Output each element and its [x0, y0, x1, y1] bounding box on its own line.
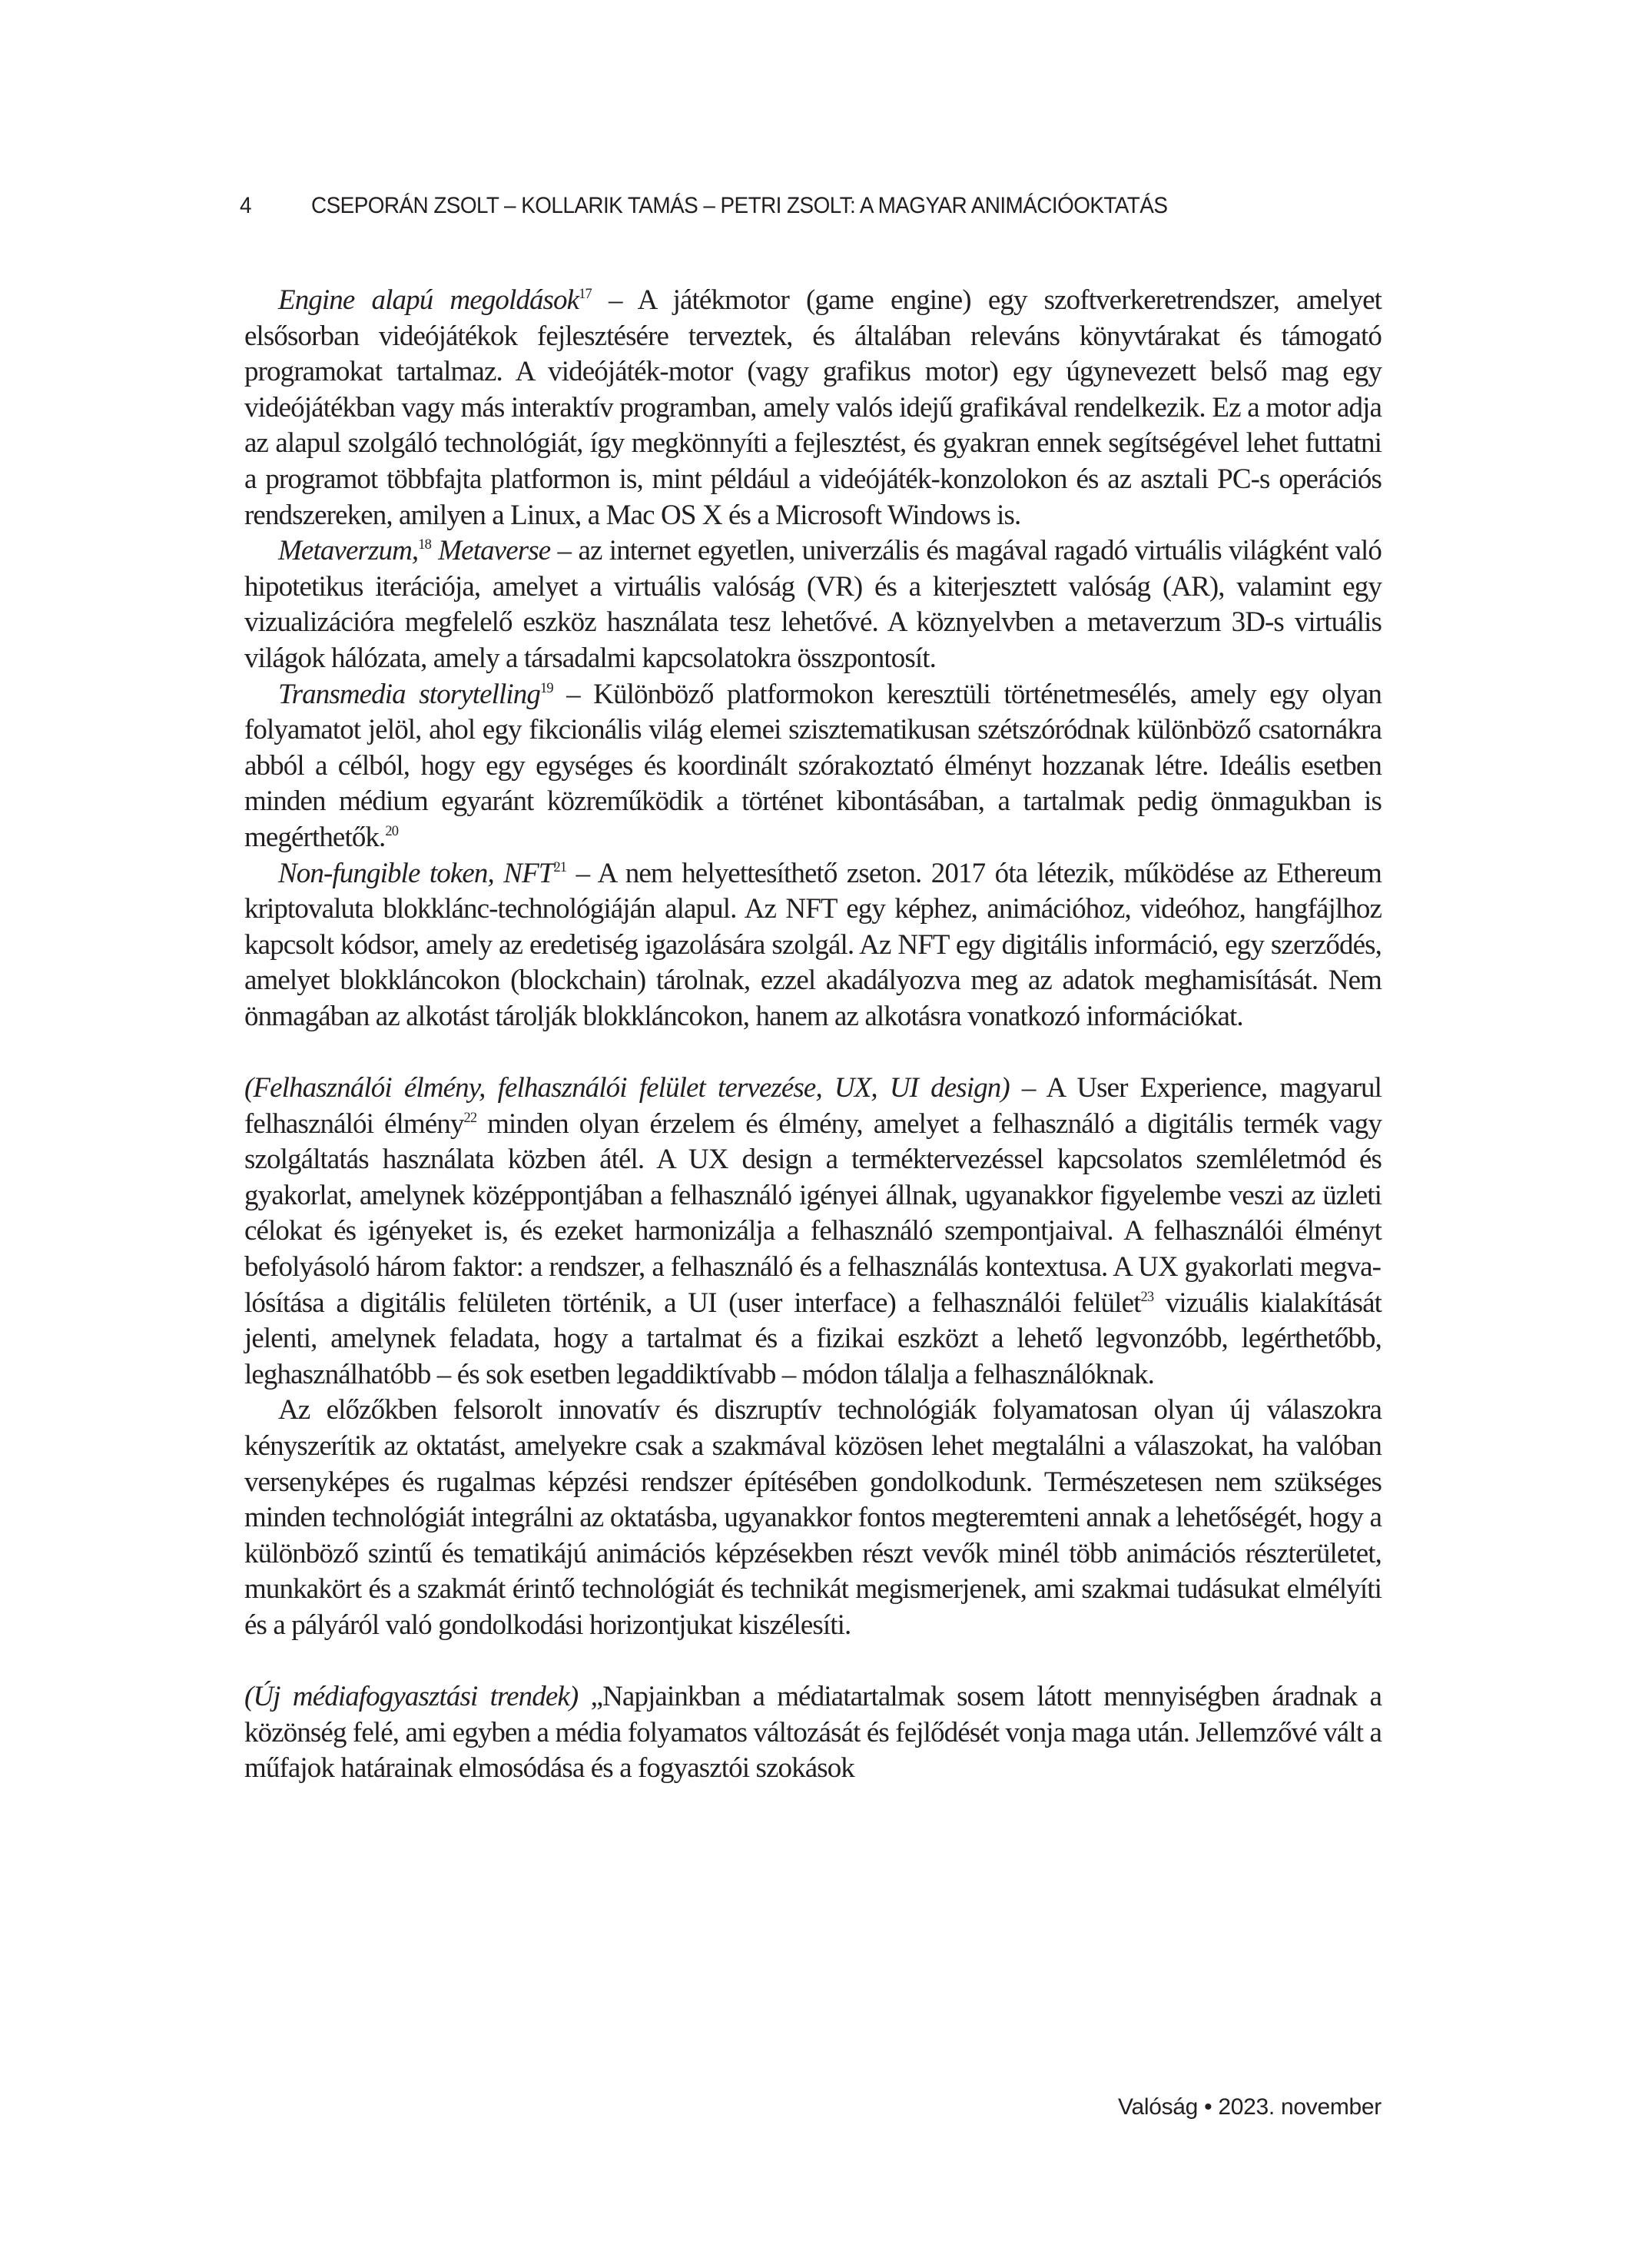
term-transmedia: Transmedia storytelling	[278, 678, 540, 710]
paragraph-text: „Napjainkban a médiatartalmak sosem látott mennyiségben áradnak a közönség felé, ami egyben a média folyamatos változását és fejlődését vonja maga után. Jellemzővé vált a műfajok határainak elmosódása és a fogyasztói szokások	[244, 1681, 1382, 1785]
page-number: 4	[240, 193, 251, 218]
term-engine: Engine alapú megoldások	[278, 284, 579, 316]
page-footer	[1118, 2092, 1382, 2123]
paragraph-engine	[244, 283, 1382, 533]
issue-date: 2023. november	[1218, 2094, 1382, 2120]
term-media-trends: (Új médiafogyasztási trendek)	[244, 1681, 579, 1713]
paragraph-innovation	[244, 1393, 1382, 1643]
footnote-ref-18[interactable]: 18	[418, 537, 431, 553]
footnote-ref-19[interactable]: 19	[539, 680, 553, 696]
paragraph-transmedia	[244, 677, 1382, 856]
paragraph-media-trends	[244, 1679, 1382, 1787]
footnote-ref-23[interactable]: 23	[1140, 1289, 1154, 1305]
paragraph-text: vizuális kialakítását jelenti, amelynek feladata, hogy a tartalmat és a fizikai eszközt a lehető legvonzóbb, legérthetőbb, leghasználhatóbb – és sok esetben legaddiktívabb – módon tálalja a felhasználóknak.	[244, 1287, 1382, 1390]
footnote-ref-21[interactable]: 21	[553, 859, 567, 875]
paragraph-text: – Különböző platformokon keresztüli történetmesélés, amely egy olyan folyamatot jelöl, ahol egy fikcionális világ elemei szisztematikusan szétszóródnak különböző csatornákra abból a célból, hogy egy egységes és koordinált szórakoztató élményt hozzanak létre. Ideális esetben minden médium egyaránt közreműködik a történet kibontásában, a tartalmak pedig önmagukban is megérthetők.	[244, 678, 1382, 853]
paragraph-metaverse	[244, 533, 1382, 676]
paragraph-ux-ui	[244, 1071, 1382, 1393]
running-head	[240, 191, 1303, 221]
journal-name: Valóság	[1117, 2094, 1199, 2120]
paragraph-text: – A játékmotor (game engine) egy szoftverkeretrendszer, amelyet elsősorban videójátékok fejlesztésére terveztek, és általában releváns könyvtárakat és támogató programokat tartalmaz. A videójáték-motor (vagy grafikus motor) egy úgynevezett belső mag egy videójátékban vagy más interaktív programban, amely valós idejű grafikával rendelkezik. Ez a motor adja az alapul szolgáló technológiát, így megkönnyíti a fejlesztést, és gyakran ennek segítségével lehet futtatni a programot többfajta platformon is, mint például a videójáték-konzolokon és az asztali PC-s operációs rendszereken, amilyen a Linux, a Mac OS X és a Microsoft Windows is.	[244, 284, 1382, 531]
paragraph-nft	[244, 856, 1382, 1035]
running-title: CSEPORÁN ZSOLT – KOLLARIK TAMÁS – PETRI ZSOLT: A MAGYAR ANIMÁCIÓOKTATÁS	[311, 193, 1168, 218]
footer-separator: •	[1204, 2094, 1212, 2120]
footnote-ref-17[interactable]: 17	[579, 287, 592, 303]
paragraph-text: – A nem helyettesíthető zseton. 2017 óta létezik, működése az Ethereum kriptovaluta blokklánc-technológiáján alapul. Az NFT egy képhez, animációhoz, videóhoz, hangfájlhoz kapcsolt kódsor, amely az eredetiség igazolására szolgál. Az NFT egy digitális információ, egy szerződés, amelyet blokkláncokon (blockchain) tárolnak, ezzel akadályozva meg az adatok meghamisítását. Nem önmagában az alkotást tárolják blokkláncokon, hanem az alkotásra vonatkozó információkat.	[244, 857, 1382, 1032]
footnote-ref-22[interactable]: 22	[463, 1110, 477, 1126]
term-nft: Non-fungible token, NFT	[278, 857, 554, 889]
term-ux-ui: (Felhasználói élmény, felhasználói felület tervezése, UX, UI design)	[244, 1072, 1010, 1104]
paragraph-text: – az internet egyetlen, univerzális és magával ragadó virtuális világként való hipotetikus iterációja, amelyet a virtuális valóság (VR) és a kiterjesztett valóság (AR), valamint egy vizualizációra megfelelő eszköz használata tesz lehetővé. A köznyelvben a metaverzum 3D-s virtuális világok hálózata, amely a társadalmi kapcsolatokra összpontosít.	[244, 535, 1382, 674]
footnote-ref-20[interactable]: 20	[385, 824, 399, 840]
term-metaverse: Metaverse	[430, 535, 551, 567]
article-body	[244, 283, 1382, 1787]
paragraph-text: – A User Experience, magyarul felhasználói élmény	[244, 1072, 1382, 1140]
term-metaverzum: Metaverzum,	[278, 535, 419, 567]
paragraph-text: minden olyan érzelem és élmény, amelyet a felhasználó a digitális termék vagy szolgáltatás használata közben átél. A UX design a terméktervezéssel kapcsolatos szemléletmód és gyakorlat, amelynek középpontjában a felhasználó igényei állnak, ugyanakkor figyelembe veszi az üzleti célokat és igényeket is, és ezeket harmonizálja a felhasználó szempontjaival. A felhasználói élményt befolyásoló három faktor: a rendszer, a felhasználó és a felhasználás kontextusa. A UX gyakorlati megvalósítása a digitális felületen történik, a UI (user interface) a felhasználói felület	[244, 1107, 1382, 1319]
paragraph-text: Az előzőkben felsorolt innovatív és diszruptív technológiák folyamatosan olyan új válaszokra kényszerítik az oktatást, amelyekre csak a szakmával közösen lehet megtalálni a válaszokat, ha valóban versenyképes és rugalmas képzési rendszer építésében gondolkodunk. Természetesen nem szükséges minden technológiát integrálni az oktatásba, ugyanakkor fontos megteremteni annak a lehetőségét, hogy a különböző szintű és tematikájú animációs képzésekben részt vevők minél több animációs részterületet, munkakört és a szakmát érintő technológiát és technikát megismerjenek, ami szakmai tudásukat elmélyíti és a pályáról való gondolkodási horizontjukat kiszélesíti.	[244, 1394, 1382, 1641]
